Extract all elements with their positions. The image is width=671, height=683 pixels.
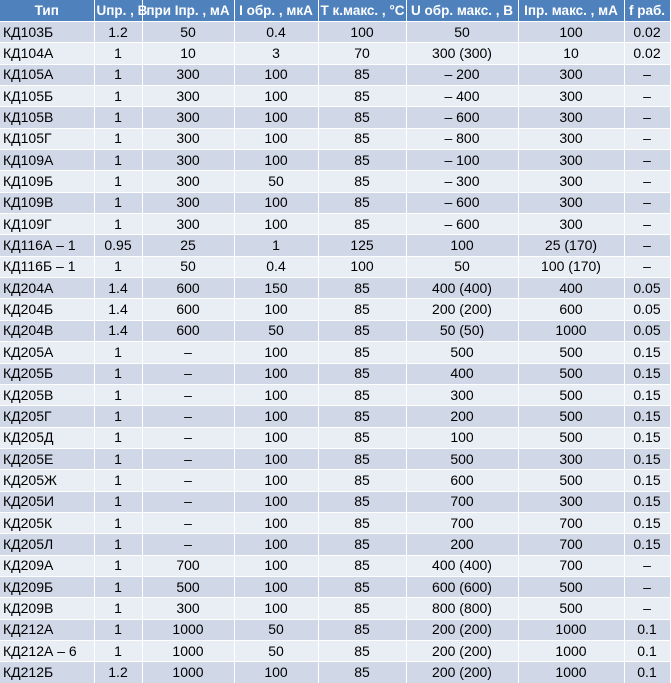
cell-forward-voltage: 1 xyxy=(94,171,142,192)
cell-forward-voltage: 1 xyxy=(94,150,142,171)
cell-max-forward-current: 700 xyxy=(518,555,624,576)
cell-working-freq: – xyxy=(624,107,670,128)
cell-max-reverse-voltage: 400 xyxy=(406,363,518,384)
cell-type: КД109А xyxy=(0,150,94,171)
cell-forward-voltage: 1 xyxy=(94,534,142,555)
table-row xyxy=(0,491,670,512)
cell-working-freq: 0.15 xyxy=(624,342,670,363)
cell-working-freq: 0.15 xyxy=(624,406,670,427)
cell-max-temp: 85 xyxy=(318,363,406,384)
column-header-reverse-current: I обр. , мкА xyxy=(234,0,318,22)
header-row xyxy=(0,0,670,22)
cell-at-forward-current: – xyxy=(142,448,234,469)
cell-max-reverse-voltage: 300 xyxy=(406,384,518,405)
cell-type: КД209В xyxy=(0,598,94,619)
cell-reverse-current: 100 xyxy=(234,427,318,448)
table-row xyxy=(0,448,670,469)
cell-working-freq: – xyxy=(624,555,670,576)
cell-type: КД212А xyxy=(0,619,94,640)
table-row xyxy=(0,214,670,235)
table-row xyxy=(0,320,670,341)
cell-max-temp: 85 xyxy=(318,320,406,341)
cell-type: КД204Б xyxy=(0,299,94,320)
cell-max-forward-current: 1000 xyxy=(518,320,624,341)
cell-forward-voltage: 1 xyxy=(94,128,142,149)
cell-max-reverse-voltage: 200 xyxy=(406,534,518,555)
cell-max-temp: 85 xyxy=(318,86,406,107)
cell-at-forward-current: 1000 xyxy=(142,640,234,661)
cell-at-forward-current: 300 xyxy=(142,64,234,85)
cell-max-reverse-voltage: – 100 xyxy=(406,150,518,171)
cell-max-temp: 70 xyxy=(318,43,406,64)
cell-forward-voltage: 1 xyxy=(94,342,142,363)
cell-type: КД205Г xyxy=(0,406,94,427)
cell-type: КД205В xyxy=(0,384,94,405)
cell-forward-voltage: 1 xyxy=(94,384,142,405)
cell-at-forward-current: – xyxy=(142,534,234,555)
cell-forward-voltage: 1.4 xyxy=(94,278,142,299)
cell-max-temp: 85 xyxy=(318,576,406,597)
cell-max-temp: 85 xyxy=(318,534,406,555)
cell-forward-voltage: 1 xyxy=(94,256,142,277)
cell-reverse-current: 3 xyxy=(234,43,318,64)
cell-max-forward-current: 400 xyxy=(518,278,624,299)
cell-max-forward-current: 600 xyxy=(518,299,624,320)
cell-working-freq: 0.15 xyxy=(624,384,670,405)
table-row xyxy=(0,150,670,171)
cell-forward-voltage: 1 xyxy=(94,555,142,576)
cell-type: КД109В xyxy=(0,192,94,213)
cell-max-temp: 100 xyxy=(318,256,406,277)
table-row xyxy=(0,299,670,320)
table-row xyxy=(0,512,670,533)
table-row xyxy=(0,86,670,107)
cell-at-forward-current: 300 xyxy=(142,107,234,128)
cell-max-temp: 85 xyxy=(318,598,406,619)
cell-forward-voltage: 1 xyxy=(94,192,142,213)
table-row xyxy=(0,662,670,683)
cell-forward-voltage: 1 xyxy=(94,43,142,64)
cell-at-forward-current: – xyxy=(142,384,234,405)
cell-at-forward-current: – xyxy=(142,470,234,491)
table-row xyxy=(0,363,670,384)
cell-working-freq: – xyxy=(624,576,670,597)
table-row xyxy=(0,598,670,619)
cell-max-reverse-voltage: 600 (600) xyxy=(406,576,518,597)
cell-reverse-current: 100 xyxy=(234,491,318,512)
cell-at-forward-current: – xyxy=(142,342,234,363)
cell-max-temp: 85 xyxy=(318,640,406,661)
table-row xyxy=(0,235,670,256)
table-row xyxy=(0,171,670,192)
cell-type: КД205И xyxy=(0,491,94,512)
table-row xyxy=(0,192,670,213)
cell-forward-voltage: 0.95 xyxy=(94,235,142,256)
cell-at-forward-current: 300 xyxy=(142,214,234,235)
cell-max-forward-current: 500 xyxy=(518,427,624,448)
table-row xyxy=(0,640,670,661)
cell-reverse-current: 50 xyxy=(234,171,318,192)
cell-working-freq: 0.15 xyxy=(624,427,670,448)
cell-at-forward-current: 1000 xyxy=(142,619,234,640)
cell-max-forward-current: 1000 xyxy=(518,619,624,640)
cell-max-forward-current: 300 xyxy=(518,107,624,128)
cell-forward-voltage: 1 xyxy=(94,363,142,384)
cell-at-forward-current: 600 xyxy=(142,278,234,299)
cell-reverse-current: 100 xyxy=(234,406,318,427)
cell-reverse-current: 1 xyxy=(234,235,318,256)
cell-max-forward-current: 100 (170) xyxy=(518,256,624,277)
cell-forward-voltage: 1 xyxy=(94,491,142,512)
cell-working-freq: 0.05 xyxy=(624,320,670,341)
column-header-max-reverse-voltage: U обр. макс. , В xyxy=(406,0,518,22)
cell-type: КД204В xyxy=(0,320,94,341)
cell-working-freq: – xyxy=(624,171,670,192)
cell-max-temp: 85 xyxy=(318,512,406,533)
cell-reverse-current: 50 xyxy=(234,619,318,640)
table-row xyxy=(0,384,670,405)
cell-max-forward-current: 300 xyxy=(518,192,624,213)
cell-max-temp: 85 xyxy=(318,128,406,149)
cell-type: КД205А xyxy=(0,342,94,363)
table-row xyxy=(0,107,670,128)
column-header-max-temp: T к.макс. , °С xyxy=(318,0,406,22)
cell-forward-voltage: 1 xyxy=(94,86,142,107)
cell-max-forward-current: 300 xyxy=(518,86,624,107)
cell-max-temp: 85 xyxy=(318,342,406,363)
cell-max-temp: 85 xyxy=(318,555,406,576)
cell-reverse-current: 100 xyxy=(234,86,318,107)
cell-at-forward-current: – xyxy=(142,363,234,384)
cell-working-freq: – xyxy=(624,214,670,235)
table-row xyxy=(0,534,670,555)
cell-reverse-current: 100 xyxy=(234,107,318,128)
cell-max-reverse-voltage: 400 (400) xyxy=(406,555,518,576)
cell-forward-voltage: 1.4 xyxy=(94,320,142,341)
cell-max-forward-current: 10 xyxy=(518,43,624,64)
cell-at-forward-current: 600 xyxy=(142,320,234,341)
cell-max-reverse-voltage: 200 (200) xyxy=(406,619,518,640)
cell-type: КД104А xyxy=(0,43,94,64)
cell-reverse-current: 100 xyxy=(234,342,318,363)
table-row xyxy=(0,555,670,576)
cell-type: КД109Г xyxy=(0,214,94,235)
cell-type: КД204А xyxy=(0,278,94,299)
cell-max-reverse-voltage: 600 xyxy=(406,470,518,491)
cell-max-reverse-voltage: 100 xyxy=(406,235,518,256)
cell-type: КД103Б xyxy=(0,22,94,43)
cell-working-freq: – xyxy=(624,128,670,149)
cell-reverse-current: 100 xyxy=(234,576,318,597)
cell-type: КД105Б xyxy=(0,86,94,107)
cell-max-temp: 85 xyxy=(318,299,406,320)
cell-type: КД105А xyxy=(0,64,94,85)
cell-forward-voltage: 1 xyxy=(94,64,142,85)
table-row xyxy=(0,576,670,597)
cell-max-temp: 85 xyxy=(318,64,406,85)
cell-max-reverse-voltage: 200 xyxy=(406,406,518,427)
cell-max-forward-current: 25 (170) xyxy=(518,235,624,256)
cell-at-forward-current: – xyxy=(142,427,234,448)
cell-reverse-current: 100 xyxy=(234,555,318,576)
cell-max-temp: 85 xyxy=(318,278,406,299)
table-row xyxy=(0,64,670,85)
cell-working-freq: 0.02 xyxy=(624,22,670,43)
cell-max-reverse-voltage: 800 (800) xyxy=(406,598,518,619)
cell-reverse-current: 100 xyxy=(234,214,318,235)
cell-forward-voltage: 1 xyxy=(94,619,142,640)
cell-at-forward-current: 700 xyxy=(142,555,234,576)
table-row xyxy=(0,342,670,363)
cell-max-forward-current: 100 xyxy=(518,22,624,43)
cell-type: КД109Б xyxy=(0,171,94,192)
cell-at-forward-current: 10 xyxy=(142,43,234,64)
cell-max-reverse-voltage: – 800 xyxy=(406,128,518,149)
cell-max-reverse-voltage: 700 xyxy=(406,491,518,512)
cell-type: КД205Е xyxy=(0,448,94,469)
cell-reverse-current: 0.4 xyxy=(234,22,318,43)
cell-forward-voltage: 1 xyxy=(94,512,142,533)
cell-working-freq: – xyxy=(624,235,670,256)
cell-working-freq: – xyxy=(624,598,670,619)
cell-working-freq: 0.05 xyxy=(624,299,670,320)
cell-max-temp: 85 xyxy=(318,406,406,427)
table-row xyxy=(0,43,670,64)
cell-reverse-current: 100 xyxy=(234,64,318,85)
cell-at-forward-current: 300 xyxy=(142,86,234,107)
cell-max-reverse-voltage: – 600 xyxy=(406,214,518,235)
cell-max-forward-current: 700 xyxy=(518,512,624,533)
cell-max-forward-current: 500 xyxy=(518,342,624,363)
cell-max-reverse-voltage: 400 (400) xyxy=(406,278,518,299)
cell-forward-voltage: 1 xyxy=(94,107,142,128)
cell-reverse-current: 100 xyxy=(234,384,318,405)
cell-type: КД205Ж xyxy=(0,470,94,491)
cell-at-forward-current: 300 xyxy=(142,128,234,149)
cell-forward-voltage: 1.2 xyxy=(94,662,142,683)
cell-reverse-current: 100 xyxy=(234,299,318,320)
table-row xyxy=(0,128,670,149)
cell-working-freq: – xyxy=(624,192,670,213)
table-row xyxy=(0,278,670,299)
cell-reverse-current: 50 xyxy=(234,640,318,661)
cell-working-freq: – xyxy=(624,256,670,277)
cell-working-freq: – xyxy=(624,150,670,171)
cell-at-forward-current: 25 xyxy=(142,235,234,256)
cell-max-temp: 85 xyxy=(318,214,406,235)
table-row xyxy=(0,406,670,427)
cell-forward-voltage: 1 xyxy=(94,576,142,597)
cell-at-forward-current: – xyxy=(142,406,234,427)
table-row xyxy=(0,22,670,43)
cell-max-temp: 85 xyxy=(318,150,406,171)
cell-type: КД116А – 1 xyxy=(0,235,94,256)
cell-at-forward-current: 50 xyxy=(142,256,234,277)
cell-type: КД105В xyxy=(0,107,94,128)
cell-working-freq: 0.15 xyxy=(624,363,670,384)
cell-type: КД205Л xyxy=(0,534,94,555)
cell-reverse-current: 100 xyxy=(234,128,318,149)
cell-reverse-current: 100 xyxy=(234,363,318,384)
cell-max-forward-current: 300 xyxy=(518,171,624,192)
cell-max-forward-current: 500 xyxy=(518,598,624,619)
cell-type: КД105Г xyxy=(0,128,94,149)
column-header-type: Тип xyxy=(0,0,94,22)
cell-max-forward-current: 1000 xyxy=(518,640,624,661)
cell-at-forward-current: 600 xyxy=(142,299,234,320)
cell-max-reverse-voltage: 100 xyxy=(406,427,518,448)
cell-max-forward-current: 300 xyxy=(518,214,624,235)
cell-max-temp: 85 xyxy=(318,470,406,491)
cell-reverse-current: 100 xyxy=(234,512,318,533)
cell-max-temp: 85 xyxy=(318,662,406,683)
cell-max-forward-current: 300 xyxy=(518,491,624,512)
cell-max-temp: 85 xyxy=(318,384,406,405)
cell-working-freq: 0.15 xyxy=(624,534,670,555)
cell-max-temp: 85 xyxy=(318,448,406,469)
cell-max-forward-current: 300 xyxy=(518,64,624,85)
cell-forward-voltage: 1 xyxy=(94,470,142,491)
cell-forward-voltage: 1 xyxy=(94,448,142,469)
cell-at-forward-current: 1000 xyxy=(142,662,234,683)
cell-max-reverse-voltage: – 600 xyxy=(406,107,518,128)
cell-at-forward-current: – xyxy=(142,491,234,512)
cell-max-forward-current: 500 xyxy=(518,576,624,597)
cell-max-temp: 85 xyxy=(318,491,406,512)
cell-max-forward-current: 300 xyxy=(518,128,624,149)
cell-working-freq: 0.02 xyxy=(624,43,670,64)
cell-max-reverse-voltage: 500 xyxy=(406,342,518,363)
cell-max-forward-current: 500 xyxy=(518,406,624,427)
table-body xyxy=(0,22,670,683)
cell-max-temp: 85 xyxy=(318,171,406,192)
cell-type: КД116Б – 1 xyxy=(0,256,94,277)
cell-type: КД209Б xyxy=(0,576,94,597)
cell-working-freq: 0.15 xyxy=(624,470,670,491)
cell-max-forward-current: 500 xyxy=(518,470,624,491)
cell-max-reverse-voltage: 300 (300) xyxy=(406,43,518,64)
table-row xyxy=(0,427,670,448)
cell-forward-voltage: 1 xyxy=(94,406,142,427)
cell-max-forward-current: 500 xyxy=(518,384,624,405)
cell-type: КД212А – 6 xyxy=(0,640,94,661)
cell-forward-voltage: 1 xyxy=(94,427,142,448)
column-header-forward-voltage: Uпр. , В xyxy=(94,0,142,22)
cell-max-forward-current: 1000 xyxy=(518,662,624,683)
cell-reverse-current: 0.4 xyxy=(234,256,318,277)
cell-reverse-current: 100 xyxy=(234,192,318,213)
cell-forward-voltage: 1.4 xyxy=(94,299,142,320)
cell-reverse-current: 100 xyxy=(234,448,318,469)
cell-working-freq: 0.15 xyxy=(624,491,670,512)
cell-max-reverse-voltage: 50 xyxy=(406,256,518,277)
cell-at-forward-current: 500 xyxy=(142,576,234,597)
cell-working-freq: 0.05 xyxy=(624,278,670,299)
cell-max-reverse-voltage: 50 xyxy=(406,22,518,43)
column-header-at-forward-current: при Iпр. , мА xyxy=(142,0,234,22)
cell-reverse-current: 100 xyxy=(234,598,318,619)
cell-max-reverse-voltage: 200 (200) xyxy=(406,299,518,320)
cell-max-temp: 85 xyxy=(318,192,406,213)
cell-reverse-current: 100 xyxy=(234,534,318,555)
cell-working-freq: 0.1 xyxy=(624,662,670,683)
cell-max-temp: 85 xyxy=(318,107,406,128)
cell-type: КД209А xyxy=(0,555,94,576)
cell-forward-voltage: 1 xyxy=(94,598,142,619)
cell-type: КД212Б xyxy=(0,662,94,683)
column-header-max-forward-current: Iпр. макс. , мА xyxy=(518,0,624,22)
cell-max-forward-current: 300 xyxy=(518,150,624,171)
cell-forward-voltage: 1 xyxy=(94,640,142,661)
cell-max-reverse-voltage: 700 xyxy=(406,512,518,533)
cell-working-freq: 0.15 xyxy=(624,448,670,469)
cell-working-freq: 0.15 xyxy=(624,512,670,533)
cell-working-freq: 0.1 xyxy=(624,619,670,640)
table-row xyxy=(0,470,670,491)
cell-type: КД205Б xyxy=(0,363,94,384)
cell-type: КД205К xyxy=(0,512,94,533)
cell-max-reverse-voltage: 500 xyxy=(406,448,518,469)
cell-at-forward-current: 50 xyxy=(142,22,234,43)
cell-reverse-current: 150 xyxy=(234,278,318,299)
cell-max-forward-current: 700 xyxy=(518,534,624,555)
cell-max-reverse-voltage: 200 (200) xyxy=(406,640,518,661)
cell-max-reverse-voltage: 200 (200) xyxy=(406,662,518,683)
cell-reverse-current: 50 xyxy=(234,320,318,341)
cell-max-temp: 125 xyxy=(318,235,406,256)
cell-max-temp: 85 xyxy=(318,427,406,448)
column-header-working-freq: f раб. xyxy=(624,0,670,22)
cell-at-forward-current: 300 xyxy=(142,192,234,213)
cell-max-forward-current: 300 xyxy=(518,448,624,469)
cell-max-reverse-voltage: – 200 xyxy=(406,64,518,85)
cell-max-reverse-voltage: – 400 xyxy=(406,86,518,107)
cell-reverse-current: 100 xyxy=(234,150,318,171)
cell-reverse-current: 100 xyxy=(234,662,318,683)
cell-working-freq: – xyxy=(624,86,670,107)
cell-max-forward-current: 500 xyxy=(518,363,624,384)
cell-max-reverse-voltage: – 300 xyxy=(406,171,518,192)
cell-reverse-current: 100 xyxy=(234,470,318,491)
cell-working-freq: – xyxy=(624,64,670,85)
cell-at-forward-current: 300 xyxy=(142,171,234,192)
cell-forward-voltage: 1.2 xyxy=(94,22,142,43)
cell-at-forward-current: – xyxy=(142,512,234,533)
cell-type: КД205Д xyxy=(0,427,94,448)
table-row xyxy=(0,619,670,640)
cell-max-reverse-voltage: – 600 xyxy=(406,192,518,213)
cell-max-reverse-voltage: 50 (50) xyxy=(406,320,518,341)
table-row xyxy=(0,256,670,277)
cell-max-temp: 100 xyxy=(318,22,406,43)
cell-max-temp: 85 xyxy=(318,619,406,640)
cell-working-freq: 0.1 xyxy=(624,640,670,661)
cell-at-forward-current: 300 xyxy=(142,150,234,171)
cell-at-forward-current: 300 xyxy=(142,598,234,619)
cell-forward-voltage: 1 xyxy=(94,214,142,235)
